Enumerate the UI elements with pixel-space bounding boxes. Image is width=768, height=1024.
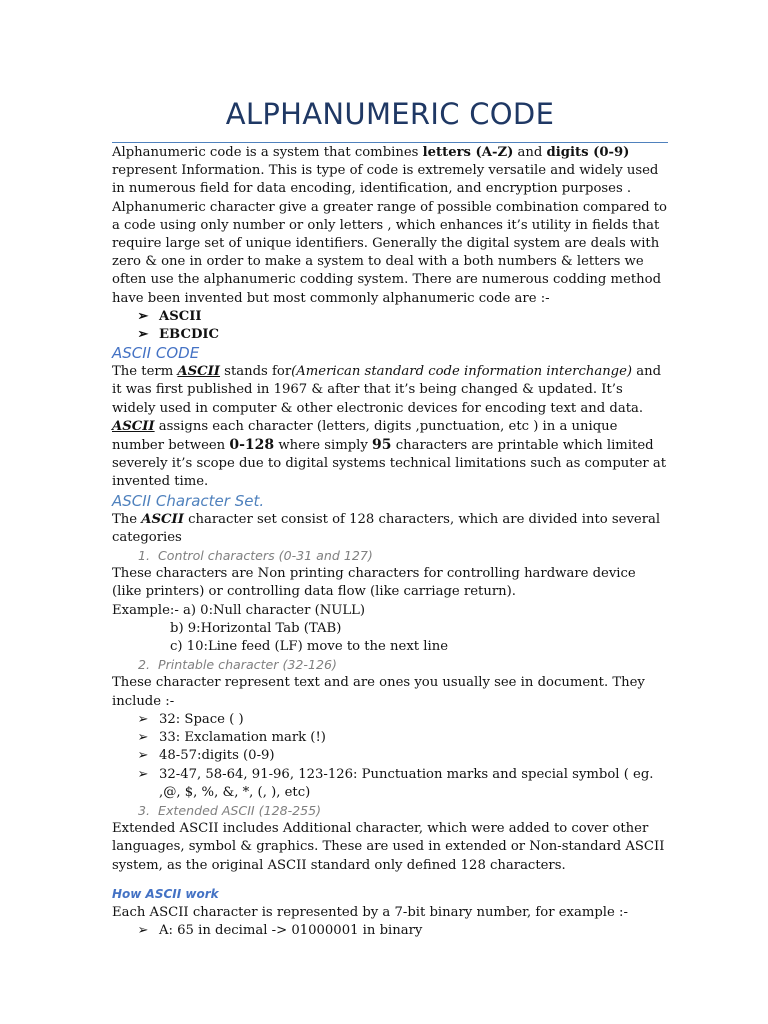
list-item (112, 711, 668, 729)
arrow-bullet-icon: ➢ (137, 308, 149, 324)
list-item-ebcdic (112, 326, 668, 344)
control-example-c: c) 10:Line feed (LF) move to the next line (170, 639, 448, 655)
how-ascii-works-heading: How ASCII work (112, 886, 219, 901)
list-item (112, 766, 668, 802)
character-set-heading: ASCII Character Set. (112, 491, 265, 510)
charset-text-2: character set consist of 128 characters, which are divided into several categories (112, 511, 661, 545)
extended-ascii-description: Extended ASCII includes Additional character, which were added to cover other languages, symbol & graphics. These are used in extended or Non-standard ASCII system, as the original ASCII standard only defined 128 characters. (112, 821, 665, 873)
extended-ascii-heading (112, 802, 668, 820)
ascii-range-bold: 0-128 (229, 437, 275, 454)
list-item-text: 32: Space ( ) (159, 711, 244, 727)
list-item-label: ASCII (159, 308, 202, 324)
character-set-paragraph (112, 511, 668, 547)
section-number: 3. (138, 802, 151, 818)
arrow-bullet-icon: ➢ (137, 766, 149, 782)
how-ascii-works-description: Each ASCII character is represented by a 7-bit binary number, for example :- (112, 904, 628, 920)
ascii-term-2: ASCII (112, 418, 155, 434)
title-underline-rule (112, 142, 668, 143)
list-item (112, 729, 668, 747)
section-heading-text: Printable character (32-126) (158, 657, 337, 673)
list-item-text: 48-57:digits (0-9) (159, 748, 275, 764)
ascii-term-1: ASCII (177, 364, 220, 380)
ascii-text-4: assigns each character (letters, digits ,punctuation, etc ) in a unique number between (112, 418, 618, 454)
ascii-count-bold: 95 (372, 437, 392, 454)
list-item-text: A: 65 in decimal -> 01000001 in binary (159, 922, 423, 938)
intro-text-1: Alphanumeric code is a system that combines (112, 145, 423, 160)
list-item-label: EBCDIC (159, 327, 220, 343)
ascii-code-paragraph (112, 363, 668, 491)
charset-text-1: The (112, 511, 142, 527)
intro-text-2: and (513, 145, 547, 160)
list-item-ascii (112, 308, 668, 326)
list-item-text: 33: Exclamation mark (!) (159, 730, 326, 746)
intro-text-3: represent Information. This is type of code is extremely versatile and widely used in numerous field for data encoding, identification, and encryption purposes . Alphanumeric character give a greater range of possible combination compared to a code using only number or only letters , which enhances it’s utility in fields that require large set of unique identifiers. Generally the digital system are deals with zero & one in order to make a system to deal with a both numbers & letters we often use the alphanumeric codding system. There are numerous codding method have been invented but most commonly alphanumeric code are :- (112, 163, 668, 306)
arrow-bullet-icon: ➢ (137, 327, 149, 343)
intro-digits-bold: digits (0-9) (546, 145, 630, 160)
list-item (112, 922, 668, 940)
charset-term: ASCII (141, 511, 184, 527)
printable-list (112, 711, 668, 802)
arrow-bullet-icon: ➢ (137, 711, 149, 727)
section-heading-text: Control characters (0-31 and 127) (158, 548, 373, 564)
document-body (112, 144, 668, 940)
arrow-bullet-icon: ➢ (137, 922, 149, 938)
section-heading-text: Extended ASCII (128-255) (158, 802, 322, 818)
code-list (112, 308, 668, 344)
ascii-text-1: The term (112, 364, 178, 380)
section-number: 1. (138, 548, 151, 564)
arrow-bullet-icon: ➢ (137, 748, 149, 764)
ascii-code-heading: ASCII CODE (112, 344, 200, 363)
list-item-text: 32-47, 58-64, 91-96, 123-126: Punctuation marks and special symbol ( eg. ,@, $, %, &, *, (, ), etc) (159, 766, 654, 800)
control-example-b: b) 9:Horizontal Tab (TAB) (170, 620, 342, 636)
control-characters-description: These characters are Non printing characters for controlling hardware device (like printers) or controlling data flow (like carriage return). (112, 566, 636, 600)
printable-characters-heading (112, 656, 668, 674)
printable-characters-description: These character represent text and are ones you usually see in document. They include :- (112, 675, 645, 709)
ascii-text-3: and it was first published in 1967 & after that it’s being changed & updated. It’s widely used in computer & other electronic devices for encoding text and data. (112, 364, 662, 416)
intro-paragraph (112, 144, 668, 308)
intro-letters-bold: letters (A-Z) (422, 145, 514, 160)
document-title: ALPHANUMERIC CODE (225, 97, 555, 131)
ascii-text-5: where simply (274, 438, 373, 454)
ascii-text-6: characters are printable which limited severely it’s scope due to digital systems technical limitations such as computer at invented time. (112, 438, 667, 490)
list-item (112, 747, 668, 765)
ascii-expansion: (American standard code information interchange) (291, 364, 633, 380)
control-characters-heading (112, 547, 668, 565)
ascii-text-2: stands for (219, 364, 292, 380)
section-number: 2. (138, 657, 151, 673)
arrow-bullet-icon: ➢ (137, 730, 149, 746)
binary-example-list (112, 922, 668, 940)
control-example-a: Example:- a) 0:Null character (NULL) (112, 602, 366, 618)
